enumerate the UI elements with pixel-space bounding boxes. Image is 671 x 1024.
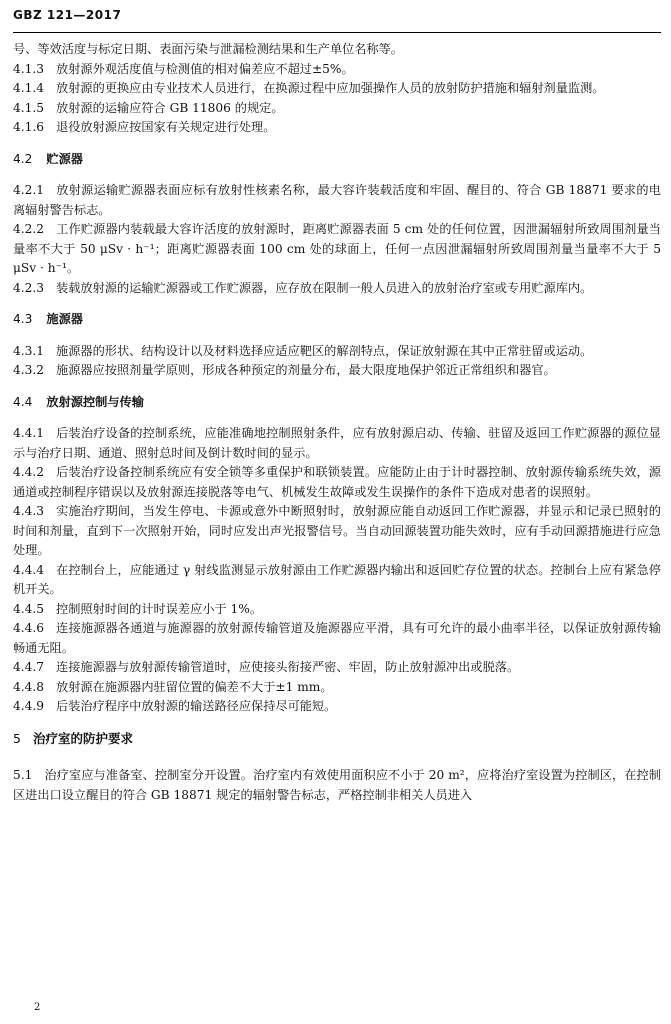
clause-text: 施源器 (46, 312, 83, 326)
clause-number: 4.4.8 (13, 679, 45, 694)
clause-paragraph (13, 619, 661, 658)
clause-number: 4.2.3 (13, 280, 45, 295)
clause-paragraph (13, 463, 661, 502)
clause-paragraph (13, 99, 661, 119)
clause-paragraph (13, 502, 661, 561)
clause-text: 贮源器 (46, 151, 83, 166)
clause-paragraph (13, 361, 661, 381)
clause-number: 4.4 (13, 394, 33, 409)
clause-paragraph (13, 118, 661, 138)
clause-text: 施源器应按照剂量学原则，形成各种预定的剂量分布，最大限度地保护邻近正常组织和器官。 (56, 363, 556, 377)
clause-number: 4.2 (13, 151, 33, 166)
clause-paragraph (13, 220, 661, 279)
clause-number: 4.4.3 (13, 504, 45, 518)
clause-paragraph (13, 342, 661, 362)
clause-number: 4.4.9 (13, 699, 45, 713)
clause-paragraph (13, 678, 661, 698)
clause-text: 连接施源器与放射源传输管道时，应使接头衔接严密、牢固，防止放射源冲出或脱落。 (56, 660, 520, 674)
clause-number: 4.3.1 (13, 343, 45, 358)
clause-text: 退役放射源应按国家有关规定进行处理。 (56, 120, 276, 134)
clause-text: 放射源外观活度值与检测值的相对偏差应不超过±5%。 (56, 61, 354, 76)
clause-paragraph (13, 60, 661, 80)
clause-number: 4.2.2 (13, 222, 45, 236)
clause-text: 工作贮源器内装载最大容许活度的放射源时，距离贮源器表面 5 cm 处的任何位置，因泄漏辐射所致周围剂量当量率不大于 50 μSv · h⁻¹；距离贮源器表面 100 cm 处的球面上，任何一点因泄漏辐射所致周围剂量当量率不大于 5 μSv · h⁻¹。 (13, 222, 661, 275)
clause-number: 4.3 (13, 312, 33, 326)
clause-number: 4.1.5 (13, 100, 45, 115)
clause-number: 4.4.7 (13, 660, 45, 674)
clause-number: 5 (13, 730, 21, 746)
clause-text: 控制照射时间的计时误差应小于 1%。 (56, 601, 263, 616)
section-heading (13, 310, 661, 330)
clause-text: 后装治疗设备控制系统应有安全锁等多重保护和联锁装置。应能防止由于计时器控制、放射源传输系统失效，源通道或控制程序错误以及放射源连接脱落等电气、机械发生故障或发生误操作的条件下造成对患者的误照射。 (13, 465, 661, 499)
clause-text: 治疗室应与准备室、控制室分开设置。治疗室内有效使用面积应不小于 20 m²，应将治疗室设置为控制区，在控制区进出口设立醒目的符合 GB 18871 规定的辐射警告标志，严格控制非相关人员进入 (13, 768, 661, 802)
clause-paragraph (13, 424, 661, 463)
clause-number: 5.1 (13, 768, 33, 782)
clause-text: 在控制台上，应能通过 γ 射线监测显示放射源由工作贮源器内输出和返回贮存位置的状态。控制台上应有紧急停机开关。 (13, 562, 661, 596)
clause-number: 4.4.2 (13, 465, 45, 479)
clause-paragraph (13, 181, 661, 220)
clause-text: 放射源的运输应符合 GB 11806 的规定。 (56, 100, 284, 115)
clause-text: 放射源在施源器内驻留位置的偏差不大于±1 mm。 (56, 679, 333, 694)
chapter-heading (13, 729, 661, 749)
clause-paragraph (13, 600, 661, 620)
clause-paragraph (13, 697, 661, 717)
clause-number: 4.4.4 (13, 562, 45, 577)
clause-text: 放射源运输贮源器表面应标有放射性核素名称，最大容许装载活度和牢固、醒目的、符合 GB 18871 要求的电离辐射警告标志。 (13, 183, 661, 217)
clause-text: 后装治疗程序中放射源的输送路径应保持尽可能短。 (56, 699, 337, 713)
clause-text: 实施治疗期间，当发生停电、卡源或意外中断照射时，放射源应能自动返回工作贮源器，并显示和记录已照射的时间和剂量，直到下一次照射开始，同时应发出声光报警信号。当自动回源装置功能失效时，应有手动回源措施进行应急处理。 (13, 504, 661, 557)
clause-text: 治疗室的防护要求 (32, 730, 133, 746)
section-heading (13, 393, 661, 413)
clause-number: 4.2.1 (13, 183, 45, 197)
clause-number: 4.4.6 (13, 621, 45, 635)
standard-code: GBZ 121—2017 (13, 8, 122, 22)
clause-text: 放射源的更换应由专业技术人员进行，在换源过程中应加强操作人员的放射防护措施和辐射剂量监测。 (56, 81, 605, 95)
section-heading (13, 150, 661, 170)
clause-number: 4.3.2 (13, 363, 45, 377)
clause-paragraph (13, 279, 661, 299)
clause-paragraph (13, 40, 661, 60)
clause-number: 4.4.5 (13, 601, 45, 616)
clause-text: 号、等效活度与标定日期、表面污染与泄漏检测结果和生产单位名称等。 (13, 42, 403, 56)
clause-number: 4.1.3 (13, 61, 45, 76)
clause-paragraph (13, 766, 661, 805)
clause-number: 4.4.1 (13, 426, 45, 440)
clause-paragraph (13, 658, 661, 678)
page-number: 2 (34, 1002, 41, 1013)
clause-text: 连接施源器各通道与施源器的放射源传输管道及施源器应平滑，具有可允许的最小曲率半径，以保证放射源传输畅通无阻。 (13, 621, 661, 655)
clause-number: 4.1.6 (13, 120, 45, 134)
clause-text: 装载放射源的运输贮源器或工作贮源器，应存放在限制一般人员进入的放射治疗室或专用贮源库内。 (56, 280, 593, 295)
header-rule (13, 32, 661, 33)
clause-text: 放射源控制与传输 (46, 394, 144, 409)
clause-text: 施源器的形状、结构设计以及材料选择应适应靶区的解剖特点，保证放射源在其中正常驻留或运动。 (56, 343, 593, 358)
document-body (13, 40, 661, 805)
clause-number: 4.1.4 (13, 81, 45, 95)
clause-text: 后装治疗设备的控制系统，应能准确地控制照射条件，应有放射源启动、传输、驻留及返回工作贮源器的源位显示与治疗日期、通道、照射总时间及倒计数时间的显示。 (13, 426, 661, 460)
clause-paragraph (13, 79, 661, 99)
clause-paragraph (13, 561, 661, 600)
